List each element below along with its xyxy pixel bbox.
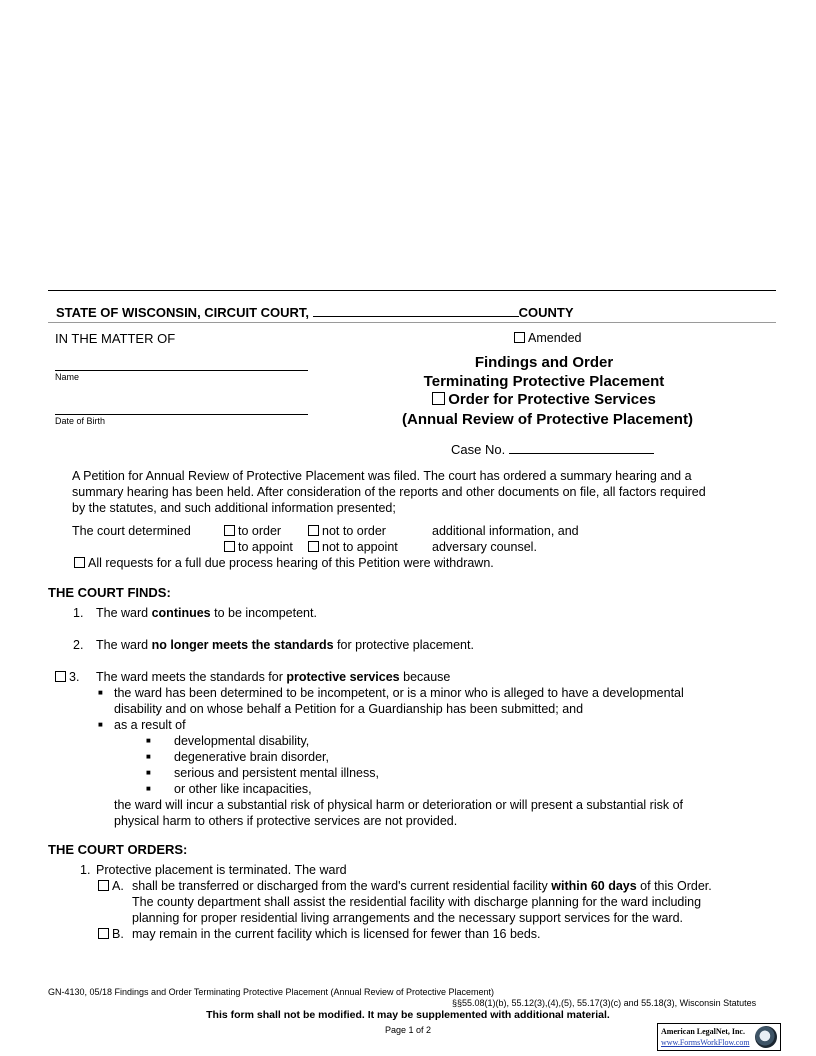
amended-option[interactable] [514,330,582,346]
order-a-line-1 [132,878,712,894]
case-no-label: Case No. [451,442,506,457]
bullet-icon: ■ [98,688,103,697]
finding-1-text-b: continues [151,606,211,620]
bullet-icon: ■ [98,720,103,729]
not-to-order-checkbox[interactable] [308,525,319,536]
case-number [451,441,654,458]
finding-1-text-c: to be incompetent. [210,606,317,620]
finding-2-text-a: The ward [96,638,152,652]
sub-bullet-icon: ■ [146,752,151,761]
risk-line-2: physical harm to others if protective services are not provided. [114,814,458,828]
court-determined-label: The court determined [72,524,191,538]
order-a-option[interactable] [98,878,124,894]
form-title-line1: Findings and Order [474,354,614,371]
state-court-label: STATE OF WISCONSIN, CIRCUIT COURT, [56,305,310,320]
protective-services-checkbox[interactable] [432,392,445,405]
sub-item-1: developmental disability, [174,734,310,748]
order-a-checkbox[interactable] [98,880,109,891]
modification-notice: This form shall not be modified. It may be supplemented with additional material. [206,1009,610,1021]
order-a-label: A. [112,879,124,893]
order-a-text-c: of this Order. [636,879,712,893]
order-b-option[interactable] [98,926,124,942]
form-id: GN-4130, 05/18 Findings and Order Terminating Protective Placement (Annual Review of Protective Placement) [48,987,495,997]
finding-1-text-a: The ward [96,606,152,620]
not-to-order-label: not to order [322,524,386,538]
not-to-appoint-label: not to appoint [322,540,398,554]
seal-icon [755,1026,777,1048]
statute-references: §§55.08(1)(b), 55.12(3),(4),(5), 55.17(3)(c) and 55.18(3), Wisconsin Statutes [452,998,757,1008]
finding-3-text-c: because [399,670,451,684]
withdrawn-option[interactable] [74,555,494,571]
order-b-label: B. [112,927,124,941]
finding-3-text-a: The ward meets the standards for [96,670,287,684]
finding-2-text-c: for protective placement. [333,638,474,652]
form-title-line2: Terminating Protective Placement [423,373,665,390]
logo-url[interactable]: www.FormsWorkFlow.com [661,1038,750,1047]
finding-2 [96,637,474,653]
intro-line-1: A Petition for Annual Review of Protective Placement was filed. The court has ordered a summary hearing and a [72,469,692,483]
form-title-line4: (Annual Review of Protective Placement) [402,411,693,428]
finding-3-text-b: protective services [286,670,400,684]
court-finds-heading: THE COURT FINDS: [48,585,171,600]
risk-line-1: the ward will incur a substantial risk of physical harm or deterioration or will present a substantial risk of [114,798,683,812]
sub-item-3: serious and persistent mental illness, [174,766,379,780]
finding-2-text-b: no longer meets the standards [151,638,334,652]
page-number: Page 1 of 2 [384,1025,432,1035]
case-no-field[interactable] [509,441,654,454]
order-a-text-b: within 60 days [551,879,637,893]
order-1-number: 1. [80,863,91,877]
dob-field[interactable] [55,414,308,415]
bullet-1-line-1: the ward has been determined to be incompetent, or is a minor who is alleged to have a developmental [114,686,684,700]
amended-label: Amended [528,331,582,345]
to-appoint-option[interactable] [224,539,293,555]
amended-checkbox[interactable] [514,332,525,343]
name-label: Name [55,372,80,382]
not-to-appoint-checkbox[interactable] [308,541,319,552]
intro-line-3: by the statutes, and such additional information presented; [72,501,396,515]
order-b-checkbox[interactable] [98,928,109,939]
finding-3 [96,669,450,685]
withdrawn-label: All requests for a full due process hearing of this Petition were withdrawn. [88,556,494,570]
dob-label: Date of Birth [55,416,106,426]
publisher-logo[interactable] [657,1023,781,1051]
court-header [56,304,574,321]
county-label: COUNTY [518,305,574,320]
in-the-matter-of: IN THE MATTER OF [55,331,176,346]
to-appoint-checkbox[interactable] [224,541,235,552]
sub-bullet-icon: ■ [146,736,151,745]
sub-item-2: degenerative brain disorder, [174,750,329,764]
finding-3-number[interactable] [55,669,79,685]
withdrawn-checkbox[interactable] [74,557,85,568]
finding-3-num-label: 3. [69,670,80,684]
additional-info-text: additional information, and [432,524,579,538]
bullet-1-line-2: disability and on whose behalf a Petition for a Guardianship has been submitted; and [114,702,584,716]
order-b-text: may remain in the current facility which is licensed for fewer than 16 beds. [132,927,541,941]
to-order-label: to order [238,524,282,538]
order-1: Protective placement is terminated. The ward [96,863,347,877]
to-order-option[interactable] [224,523,281,539]
sub-bullet-icon: ■ [146,768,151,777]
order-a-text-a: shall be transferred or discharged from the ward's current residential facility [132,879,552,893]
logo-name: American LegalNet, Inc. [661,1027,745,1036]
protective-services-title: Order for Protective Services [448,391,656,408]
sub-bullet-icon: ■ [146,784,151,793]
finding-1-number: 1. [73,606,84,620]
bullet-2: as a result of [114,718,186,732]
to-appoint-label: to appoint [238,540,293,554]
intro-line-2: summary hearing has been held. After consideration of the reports and other documents on file, all factors required [72,485,706,499]
finding-1 [96,605,317,621]
name-field[interactable] [55,370,308,371]
not-to-appoint-option[interactable] [308,539,398,555]
court-orders-heading: THE COURT ORDERS: [48,842,188,857]
order-a-line-2: The county department shall assist the residential facility with discharge planning for the ward including [132,895,702,909]
header-rule [48,322,776,323]
finding-2-number: 2. [73,638,84,652]
form-title-line3[interactable] [400,390,688,409]
sub-item-4: or other like incapacities, [174,782,312,796]
adversary-counsel-text: adversary counsel. [432,540,537,554]
finding-3-checkbox[interactable] [55,671,66,682]
not-to-order-option[interactable] [308,523,386,539]
top-rule [48,290,776,291]
to-order-checkbox[interactable] [224,525,235,536]
order-a-line-3: planning for proper residential living arrangements and the necessary support services for the ward. [132,911,683,925]
county-field[interactable] [313,304,519,317]
